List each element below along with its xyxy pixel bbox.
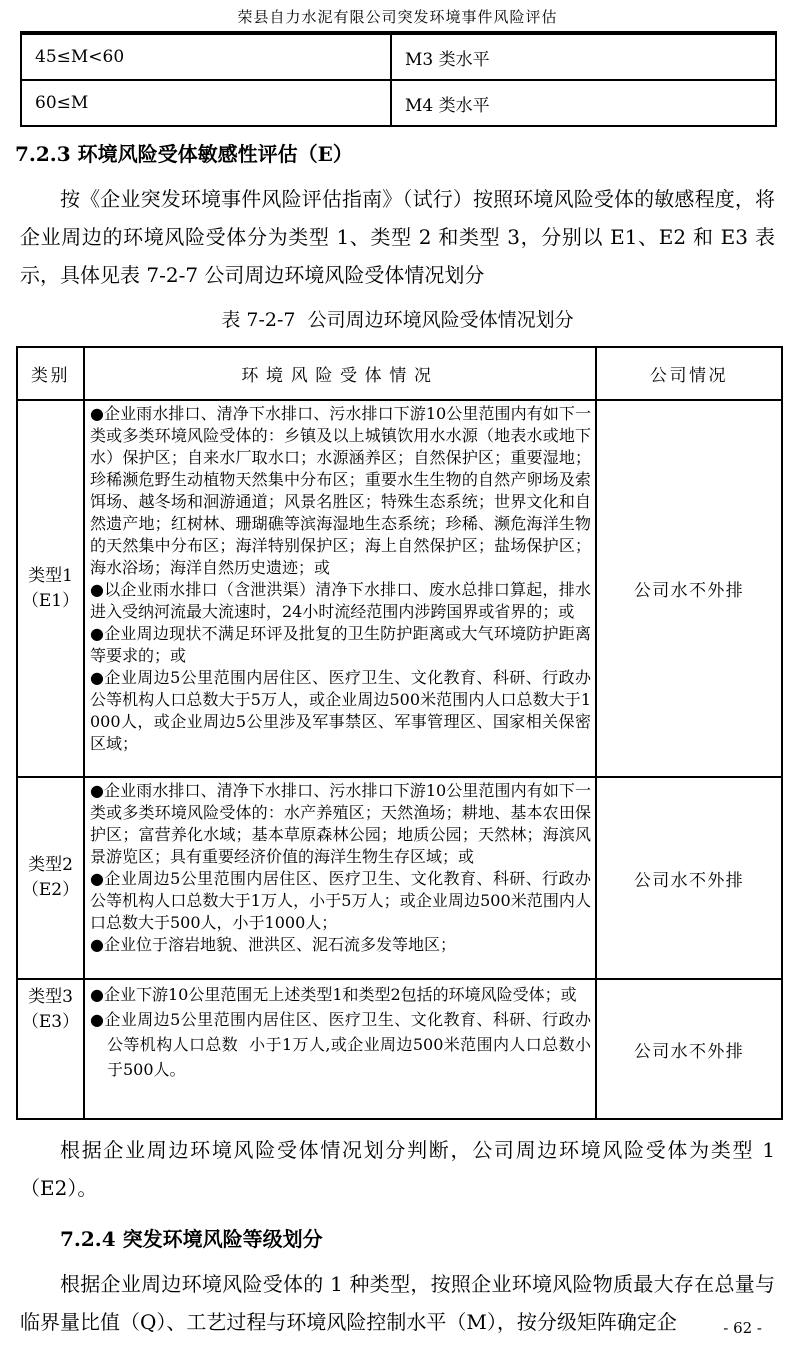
- paragraph-723: 按《企业突发环境事件风险评估指南》（试行）按照环境风险受体的敏感程度，将企业周边的环境风险受体分为类型 1、类型 2 和类型 3，分别以 E1、E2 和 E3 表示，具体见表 7-2-7 公司周边环境风险受体情况划分: [20, 187, 775, 287]
- row-category-label: [17, 979, 84, 1119]
- bullet-item: ●企业雨水排口、清净下水排口、污水排口下游10公里范围内有如下一类或多类环境风险受体的：乡镇及以上城镇饮用水水源（地表水或地下水）保护区；自来水厂取水口；水源涵养区；自然保护区；重要湿地；珍稀濒危野生动植物天然集中分布区；重要水生生物的自然产卵场及索饵场、越冬场和洄游通道；风景名胜区；特殊生态系统；世界文化和自然遗产地；红树林、珊瑚礁等滨海湿地生态系统；珍稀、濒危海洋生物的天然集中分布区；海洋特别保护区；海上自然保护区；盐场保护区；海水浴场；海洋自然历史遗迹；或: [90, 404, 591, 577]
- m-level-table: [20, 31, 777, 127]
- section-heading-723: 7.2.3 环境风险受体敏感性评估（E）: [15, 142, 353, 166]
- company-status-cell: 公司水不外排: [596, 777, 782, 979]
- paragraph-after-table: 根据企业周边环境风险受体情况划分判断，公司周边环境风险受体为类型 1（E2）。: [20, 1138, 775, 1200]
- category-code: （E3）: [21, 1012, 80, 1032]
- situation-cell: [84, 979, 596, 1119]
- m-range-cell: 60≤M: [21, 80, 391, 126]
- receptor-table: [16, 346, 783, 1120]
- situation-cell: [84, 400, 596, 777]
- table-row-type2: [17, 777, 782, 979]
- category-name: 类型3: [28, 987, 73, 1007]
- running-header-title: 荣县自力水泥有限公司突发环境事件风险评估: [237, 8, 558, 26]
- table-row: [21, 80, 776, 126]
- bullet-item: ●企业雨水排口、清净下水排口、污水排口下游10公里范围内有如下一类或多类环境风险受体的：水产养殖区；天然渔场；耕地、基本农田保护区；富营养化水域；基本草原森林公园；地质公园；天然林；海滨风景游览区；具有重要经济价值的海洋生物生存区域；或: [90, 781, 591, 866]
- row-category-label: [17, 777, 84, 979]
- page-number: - 62 -: [723, 1319, 762, 1337]
- paragraph-724: 根据企业周边环境风险受体的 1 种类型，按照企业环境风险物质最大存在总量与临界量比值（Q）、工艺过程与环境风险控制水平（M），按分级矩阵确定企: [20, 1272, 775, 1334]
- category-name: 类型2: [28, 855, 73, 875]
- m-range-cell: 45≤M<60: [21, 33, 391, 80]
- situation-cell: [84, 777, 596, 979]
- bullet-item: ●企业周边5公里范围内居住区、医疗卫生、文化教育、科研、行政办公等机构人口总数 小于1万人,或企业周边500米范围内人口总数小于500人。: [90, 1010, 591, 1079]
- company-status-cell: 公司水不外排: [596, 979, 782, 1119]
- bullet-item: ●企业周边现状不满足环评及批复的卫生防护距离或大气环境防护距离等要求的；或: [90, 624, 591, 665]
- header-cell-company: 公司情况: [596, 347, 782, 400]
- bullet-item: ●以企业雨水排口（含泄洪渠）清净下水排口、废水总排口算起，排水进入受纳河流最大流速时，24小时流经范围内涉跨国界或省界的；或: [90, 580, 591, 621]
- table-header-row: [17, 347, 782, 400]
- m-level-cell: M4 类水平: [391, 80, 776, 126]
- category-code: （E2）: [21, 880, 80, 900]
- table-row-type1: [17, 400, 782, 777]
- section-heading-724: 7.2.4 突发环境风险等级划分: [60, 1227, 323, 1251]
- company-status-cell: 公司水不外排: [596, 400, 782, 777]
- m-level-cell: M3 类水平: [391, 33, 776, 80]
- table-row: [21, 33, 776, 80]
- bullet-item: ●企业位于溶岩地貌、泄洪区、泥石流多发等地区；: [90, 935, 456, 954]
- category-name: 类型1: [28, 565, 73, 586]
- bullet-item: ●企业周边5公里范围内居住区、医疗卫生、文化教育、科研、行政办公等机构人口总数大于1万人，小于5万人；或企业周边500米范围内人口总数大于500人，小于1000人；: [90, 869, 591, 932]
- category-code: （E1）: [21, 590, 80, 611]
- table-row-type3: [17, 979, 782, 1119]
- table-caption: 表 7-2-7 公司周边环境风险受体情况划分: [221, 309, 574, 331]
- bullet-item: ●企业周边5公里范围内居住区、医疗卫生、文化教育、科研、行政办公等机构人口总数大于5万人，或企业周边500米范围内人口总数大于1000人，或企业周边5公里涉及军事禁区、军事管理区、国家相关保密区域；: [90, 668, 591, 753]
- header-cell-category: 类别: [17, 347, 84, 400]
- header-cell-situation: 环境风险受体情况: [84, 347, 596, 400]
- bullet-item: ●企业下游10公里范围无上述类型1和类型2包括的环境风险受体；或: [90, 985, 577, 1004]
- row-category-label: [17, 400, 84, 777]
